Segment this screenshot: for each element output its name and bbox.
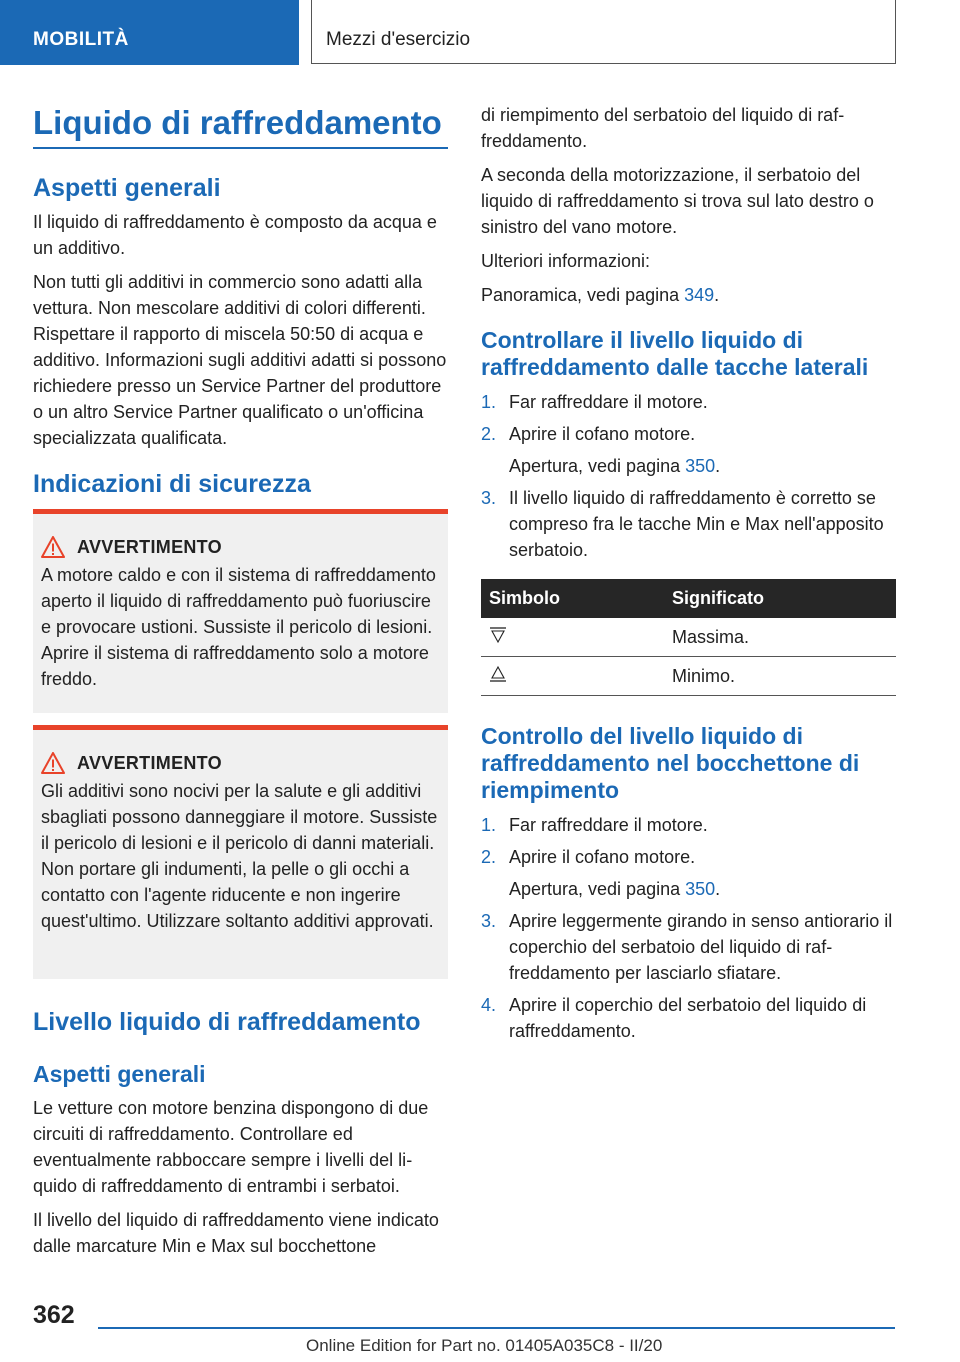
table-header-row — [481, 579, 896, 618]
warning-triangle-icon — [41, 752, 65, 774]
step-text: Far raffreddare il motore. — [509, 392, 708, 412]
warning-label: AVVERTIMENTO — [77, 536, 222, 557]
general-paragraph-1: Il liquido di raffreddamento è composto da acqua e un additivo. — [33, 212, 437, 258]
level-paragraph-4: Ulteriori informazioni: — [481, 251, 651, 271]
level-text-continued — [481, 102, 896, 316]
page-link-349[interactable]: 349 — [684, 285, 715, 305]
min-mark-icon — [489, 665, 507, 683]
level-paragraph-5 — [481, 282, 896, 308]
opening-ref-text: Apertura, vedi pagina — [509, 456, 686, 476]
step-item — [481, 485, 896, 563]
safety-heading: Indicazioni di sicurezza — [33, 470, 311, 498]
period: . — [714, 285, 720, 305]
step-item — [481, 908, 896, 986]
level-paragraph-3: A seconda della motorizzazione, il serbatoio del liquido di raffreddamento si trova sul lato destro o sinistro del vano motore. — [481, 165, 874, 237]
step-text: Il livello liquido di raffreddamento è corretto se compreso fra le tacche Min e Max nell'apposito serbatoio. — [509, 488, 884, 560]
opening-ref-text: Apertura, vedi pagina — [509, 879, 686, 899]
check-filler-steps — [481, 812, 896, 1050]
step-text: Aprire il cofano motore. — [509, 847, 696, 867]
symbol-cell — [481, 657, 664, 696]
step-number: 3. — [481, 911, 497, 931]
level-subheading: Aspetti generali — [33, 1061, 206, 1087]
page-link-350[interactable]: 350 — [685, 879, 716, 899]
level-paragraph-2-continued: di riempimento del serbatoio del liquido di raffreddamento. — [481, 105, 845, 151]
warning-box-1 — [33, 509, 448, 713]
period: . — [715, 456, 721, 476]
step-item — [481, 421, 896, 479]
page-number: 362 — [33, 1301, 75, 1329]
step-item — [481, 844, 896, 902]
max-mark-icon — [489, 626, 507, 644]
table-header-meaning: Significato — [664, 579, 896, 618]
check-side-steps — [481, 389, 896, 569]
step-subtext — [509, 876, 896, 902]
overview-ref-text: Panoramica, vedi pagina — [481, 285, 685, 305]
page-link-350[interactable]: 350 — [685, 456, 716, 476]
warning-triangle-icon — [41, 536, 65, 558]
check-filler-heading: Controllo del livello liquido di raffreddamento nel bocchettone di riempimento — [481, 723, 860, 803]
table-row — [481, 657, 896, 696]
step-item — [481, 812, 896, 838]
chapter-tab — [311, 0, 896, 64]
footer-edition: Online Edition for Part no. 01405A035C8 - II/20 — [306, 1336, 663, 1355]
meaning-cell: Minimo. — [664, 657, 896, 696]
step-number: 1. — [481, 392, 497, 412]
check-side-heading: Controllare il livello liquido di raffreddamento dalle tacche laterali — [481, 327, 869, 380]
warning-text: A motore caldo e con il sistema di raffreddamento aperto il liquido di raffreddamento può fuoriuscire e provocare ustioni. Sussiste il pericolo di lesioni. Aprire il sistema di raffreddamento solo a motore freddo. — [41, 565, 436, 689]
title-rule — [33, 147, 448, 149]
step-item — [481, 389, 896, 415]
period: . — [715, 879, 721, 899]
table-row — [481, 618, 896, 657]
step-text: Aprire leggermente girando in senso antiorario il coperchio del serbatoio del liquido di raffreddamento per lasciarlo sfiatare. — [509, 911, 893, 983]
chapter-label: Mezzi d'esercizio — [326, 29, 471, 50]
step-number: 2. — [481, 847, 497, 867]
section-tab — [0, 0, 299, 65]
step-subtext — [509, 453, 896, 479]
section-label: MOBILITÀ — [33, 29, 129, 50]
step-number: 1. — [481, 815, 497, 835]
general-heading: Aspetti generali — [33, 174, 221, 202]
step-text: Far raffreddare il motore. — [509, 815, 708, 835]
general-text — [33, 209, 448, 459]
warning-text: Gli additivi sono nocivi per la salute e gli additivi sbagliati possono danneggiare il motore. Sussiste il pericolo di lesioni e il pericolo di danni materiali. Non portare gli indumenti, la pelle o gli occhi a contatto con l'agente riducente e non ingerire quest'ultimo. Utilizzare soltanto additivi approvati. — [41, 781, 438, 931]
footer-rule — [98, 1327, 895, 1329]
step-number: 2. — [481, 424, 497, 444]
symbol-table — [481, 579, 896, 696]
level-paragraph-1: Le vetture con motore benzina dispongono di due circuiti di raffreddamento. Controllare ed eventualmente rabboccare sempre i livelli del liquido di raffreddamento di entrambi i serbatoi. — [33, 1098, 429, 1196]
warning-header — [41, 752, 222, 774]
step-item — [481, 992, 896, 1044]
warning-header — [41, 536, 222, 558]
warning-label: AVVERTIMENTO — [77, 752, 222, 773]
level-text — [33, 1095, 448, 1267]
step-number: 4. — [481, 995, 497, 1015]
general-paragraph-2: Non tutti gli additivi in commercio sono adatti alla vettura. Non mescolare additivi di colori differenti. Rispettare il rapporto di miscela 50:50 di acqua e additivo. Informazioni sugli additivi adatti si possono richiedere presso un Service Partner del produttore o un altro Service Partner qualificato o un'officina specializzata qualificata. — [33, 272, 447, 448]
warning-box-2 — [33, 725, 448, 979]
level-paragraph-2: Il livello del liquido di raffreddamento viene indicato dalle marcature Min e Max sul bocchettone — [33, 1210, 439, 1256]
table-header-symbol: Simbolo — [481, 579, 664, 618]
symbol-cell — [481, 618, 664, 657]
page-title: Liquido di raffreddamento — [33, 104, 442, 141]
step-text: Aprire il cofano motore. — [509, 424, 696, 444]
meaning-cell: Massima. — [664, 618, 896, 657]
level-heading: Livello liquido di raffreddamento — [33, 1008, 421, 1036]
step-number: 3. — [481, 488, 497, 508]
step-text: Aprire il coperchio del serbatoio del liquido di raffreddamento. — [509, 995, 867, 1041]
